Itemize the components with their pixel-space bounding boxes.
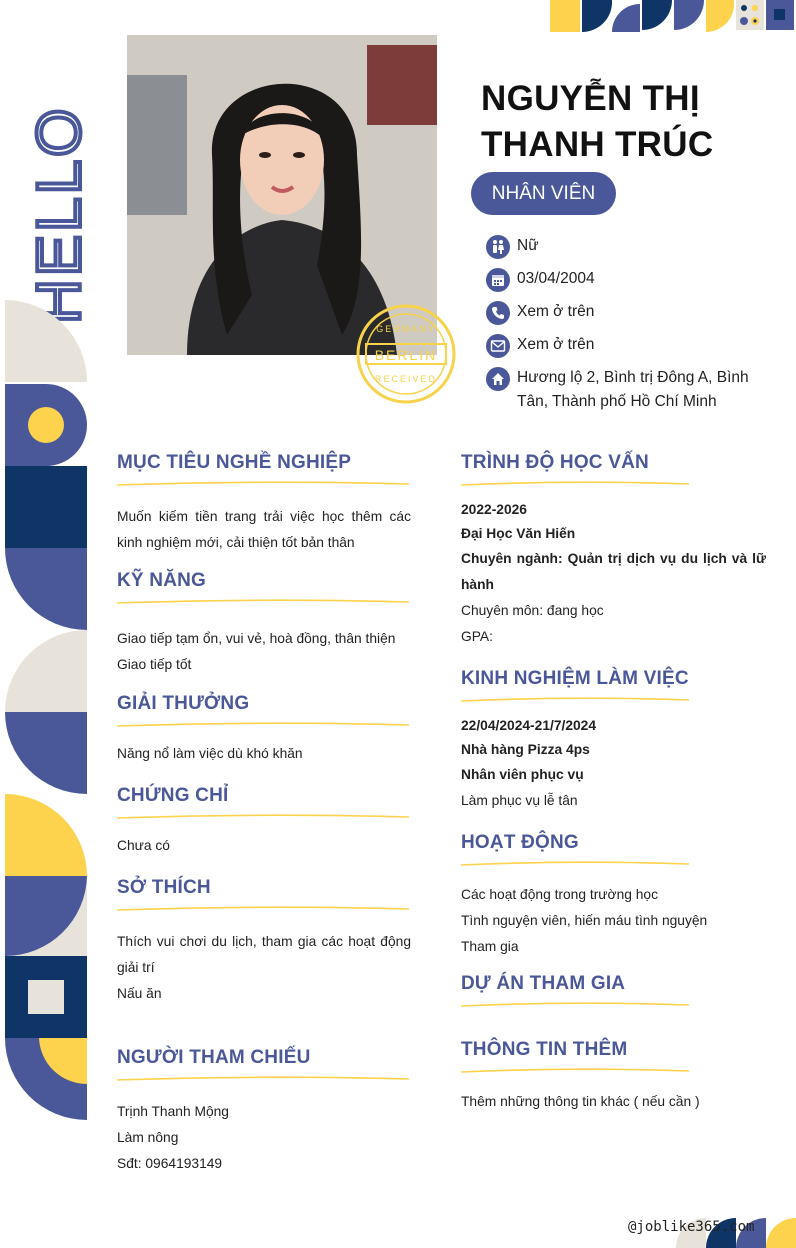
awards-section [117,693,411,767]
education-period: 2022-2026 [461,502,527,517]
info-phone [486,300,766,325]
name-line-1: NGUYỄN THỊ [481,79,700,118]
contact-info [486,234,766,422]
info-email [486,333,766,358]
reference-job: Làm nông [117,1130,179,1145]
phone-text: Xem ở trên [517,303,595,320]
skill-item: Giao tiếp tốt [117,657,192,672]
title-underline [461,481,689,487]
gender-icon [486,235,510,259]
email-text: Xem ở trên [517,336,595,353]
experience-description: Làm phục vụ lễ tân [461,793,578,808]
education-major: Chuyên ngành: Quản trị dịch vụ du lịch và lữ hành [461,551,766,592]
gender-text: Nữ [517,237,539,254]
section-title: SỞ THÍCH [117,877,211,898]
reference-name: Trịnh Thanh Mộng [117,1104,229,1119]
svg-text:BERLIN: BERLIN [374,347,438,363]
award-item: Năng nổ làm việc dù khó khăn [117,746,303,761]
certificate-item: Chưa có [117,838,170,853]
section-title: NGƯỜI THAM CHIẾU [117,1047,311,1068]
additional-info-text: Thêm những thông tin khác ( nếu cần ) [461,1094,700,1109]
title-underline [117,722,409,728]
section-title: MỤC TIÊU NGHỀ NGHIỆP [117,452,352,473]
home-icon [486,367,510,391]
education-school: Đại Học Văn Hiến [461,526,576,541]
section-title: KINH NGHIỆM LÀM VIỆC [461,668,689,689]
objective-text: Muốn kiếm tiền trang trải việc học thêm các kinh nghiệm mới, cải thiện tốt bản thân [117,509,411,550]
section-title: THÔNG TIN THÊM [461,1039,628,1060]
projects-section [461,973,766,1013]
hobby-item: Nấu ăn [117,986,162,1001]
title-underline [117,1076,409,1082]
objective-section [117,452,411,556]
activity-item: Tham gia [461,939,519,954]
top-decoration [548,0,796,32]
section-title: HOẠT ĐỘNG [461,832,579,853]
certificates-section [117,785,411,859]
hello-text [25,58,94,328]
svg-text:HELLO: HELLO [25,105,94,324]
info-address [486,366,766,414]
education-gpa: GPA: [461,629,493,644]
svg-text:RECEIVED: RECEIVED [374,374,438,384]
reference-phone: Sđt: 0964193149 [117,1156,223,1171]
experience-position: Nhân viên phục vụ [461,767,584,782]
mail-icon [486,334,510,358]
experience-section [461,668,766,814]
title-underline [117,906,409,912]
section-title: DỰ ÁN THAM GIA [461,973,626,994]
phone-icon [486,301,510,325]
section-title: GIẢI THƯỞNG [117,693,250,714]
title-underline [461,1002,689,1008]
additional-info-section [461,1039,766,1115]
calendar-icon [486,268,510,292]
full-name [481,76,781,168]
hobby-item: Thích vui chơi du lịch, tham gia các hoạt động giải trí [117,934,411,975]
title-underline [461,861,689,867]
experience-period: 22/04/2024-21/7/2024 [461,718,597,733]
title-underline [117,599,409,605]
footer-website: @joblike365.com [628,1219,755,1235]
svg-text:GERMANY: GERMANY [376,324,436,334]
stamp-graphic [352,300,460,408]
education-section [461,452,766,650]
info-gender [486,234,766,259]
section-title: KỸ NĂNG [117,570,207,591]
address-text: Hương lộ 2, Bình trị Đông A, Bình Tân, Thành phố Hồ Chí Minh [517,369,749,410]
activities-section [461,832,766,960]
references-section [117,1047,411,1177]
role-badge: NHÂN VIÊN [471,172,616,215]
birthdate-text: 03/04/2004 [517,270,595,287]
section-title: TRÌNH ĐỘ HỌC VẤN [461,452,649,473]
title-underline [461,697,689,703]
info-birthdate [486,267,766,292]
title-underline [117,481,409,487]
title-underline [117,814,409,820]
title-underline [461,1068,689,1074]
skills-section [117,570,411,678]
experience-company: Nhà hàng Pizza 4ps [461,742,590,757]
hobbies-section [117,877,411,1007]
name-line-2: THANH TRÚC [481,125,714,164]
left-decoration [5,300,87,1120]
education-status: Chuyên môn: đang học [461,603,604,618]
skill-item: Giao tiếp tạm ổn, vui vẻ, hoà đồng, thân thiện [117,631,396,646]
activity-item: Các hoạt động trong trường học [461,887,658,902]
activity-item: Tình nguyện viên, hiến máu tình nguyện [461,913,708,928]
section-title: CHỨNG CHỈ [117,785,229,806]
